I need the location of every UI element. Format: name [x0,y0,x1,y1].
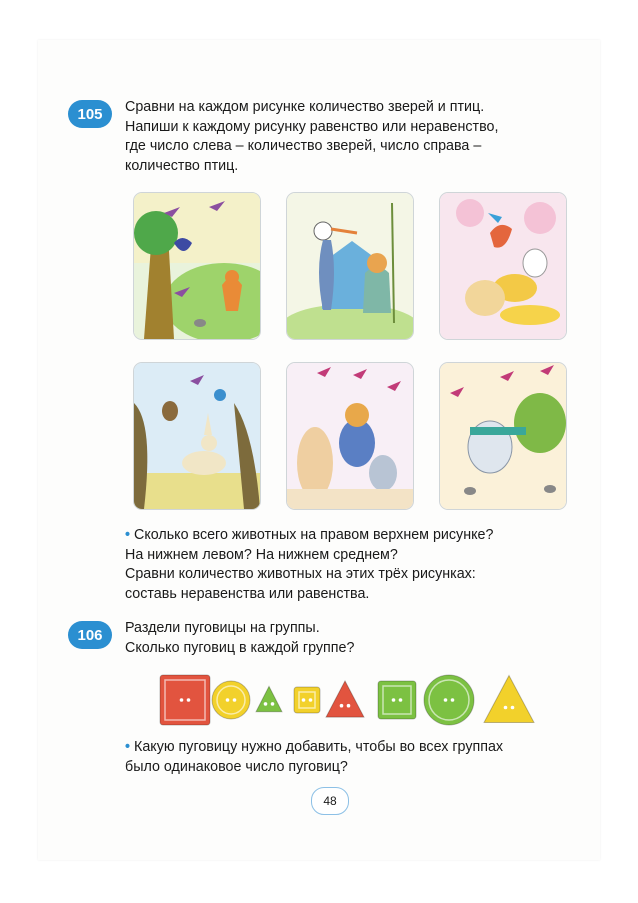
picture-top-left [133,192,261,340]
picture-bottom-right [439,362,567,510]
picture-bottom-left [133,362,261,510]
task-105-question-3: Сравни количество животных на этих трёх рисунках: [125,566,476,582]
task-105-question-4: составь неравенства или равенства. [125,585,370,602]
task-105-line-2: Напиши к каждому рисунку равенство или неравенство, [125,118,499,135]
bullet-icon: • [125,739,131,755]
button-square-4 [294,687,320,713]
task-106-badge: 106 [68,621,112,649]
picture-top-right [439,192,567,340]
buttons-row [158,672,558,728]
task-106-question-2: было одинаковое число пуговиц? [125,758,348,775]
picture-top-middle [286,192,414,340]
task-106-questions [125,738,577,777]
task-105-text [125,98,577,176]
button-triangle-8 [484,676,534,723]
task-106-text [125,619,577,658]
task-105-badge: 105 [68,100,112,128]
button-triangle-5 [326,681,364,717]
task-106-line-1: Раздели пуговицы на группы. [125,620,320,636]
task-106-question-1: • Какую пуговицу нужно добавить, чтобы во всех группах [125,739,504,755]
task-105-line-4: количество птиц. [125,157,239,174]
task-106-line-2: Сколько пуговиц в каждой группе? [125,639,355,656]
task-105-line-3: где число слева – количество зверей, число справа – [125,138,482,154]
bullet-icon: • [125,527,131,543]
button-circle-7 [424,675,474,725]
button-square-6 [378,681,416,719]
task-105-questions [125,526,577,604]
task-105-question-1: • Сколько всего животных на правом верхнем рисунке? [125,527,494,543]
task-105-line-1: Сравни на каждом рисунке количество зверей и птиц. [125,99,485,115]
picture-bottom-middle [286,362,414,510]
button-triangle-3 [256,686,282,711]
task-105-question-2: На нижнем левом? На нижнем среднем? [125,546,398,563]
button-circle-2 [212,681,250,719]
page-number: 48 [311,787,349,815]
button-square-1 [160,675,210,725]
